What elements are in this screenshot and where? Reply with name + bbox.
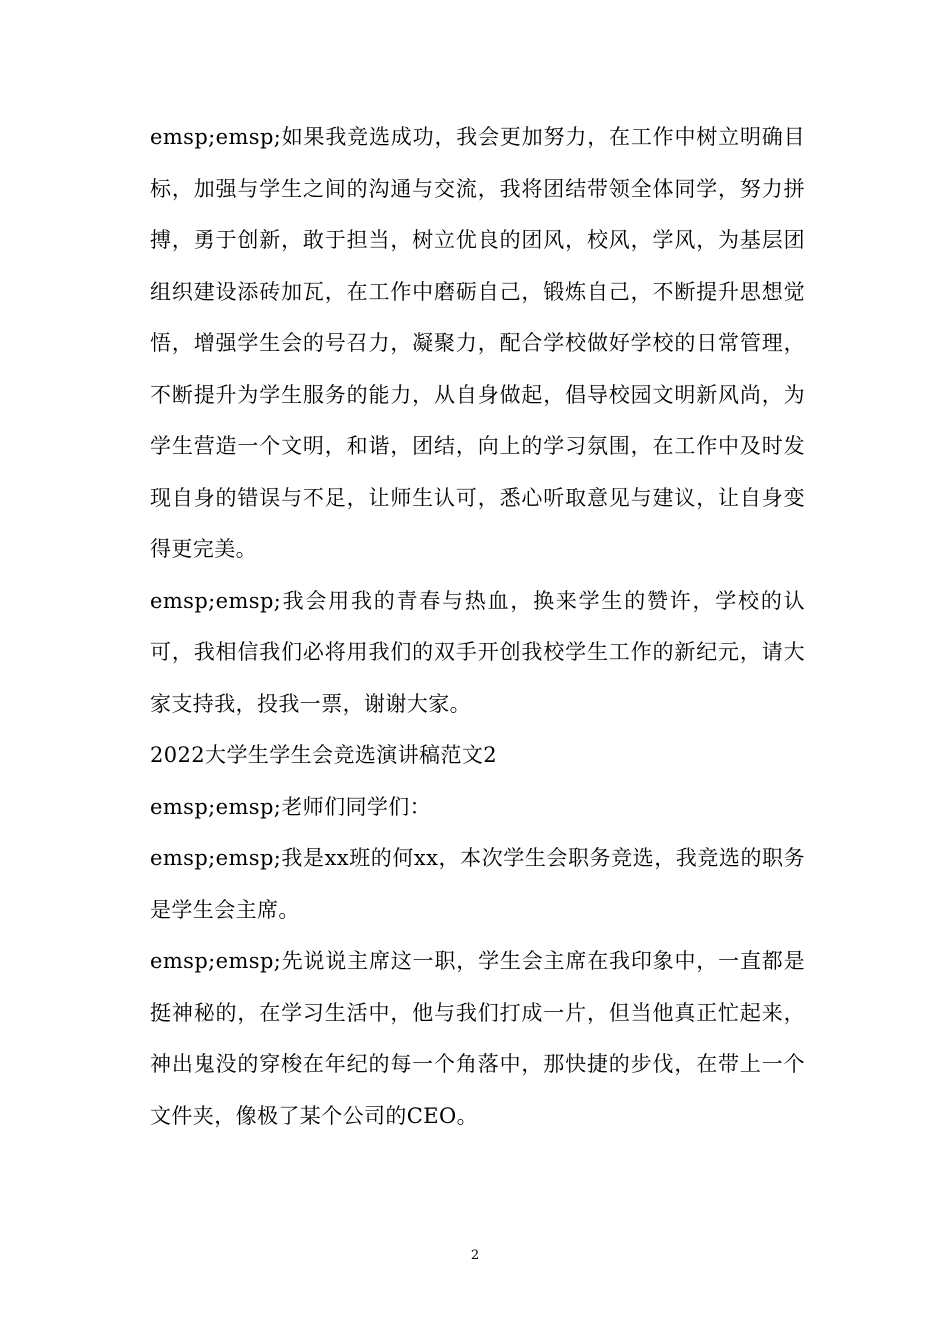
- paragraph-introduction: emsp;emsp;我是xx班的何xx，本次学生会职务竞选，我竞选的职务是学生会主席。: [150, 846, 805, 922]
- section-heading: 2022大学生学生会竞选演讲稿范文2: [150, 743, 498, 767]
- page-number: 2: [470, 1248, 480, 1263]
- paragraph-campaign-promise: emsp;emsp;如果我竞选成功，我会更加努力，在工作中树立明确目标，加强与学生之间的沟通与交流，我将团结带领全体同学，努力拼搏，勇于创新，敢于担当，树立优良的团风，校风，学风，为基层团组织建设添砖加瓦，在工作中磨砺自己，锻炼自己，不断提升思想觉悟，增强学生会的号召力，凝聚力，配合学校做好学校的日常管理，不断提升为学生服务的能力，从自身做起，倡导校园文明新风尚，为学生营造一个文明，和谐，团结，向上的学习氛围，在工作中及时发现自身的错误与不足，让师生认可，悉心听取意见与建议，让自身变得更完美。: [150, 125, 805, 561]
- paragraph-closing-appeal: emsp;emsp;我会用我的青春与热血，换来学生的赞许，学校的认可，我相信我们必将用我们的双手开创我校学生工作的新纪元，请大家支持我，投我一票，谢谢大家。: [150, 588, 805, 716]
- paragraph-chairman-description: emsp;emsp;先说说主席这一职，学生会主席在我印象中，一直都是挺神秘的，在学习生活中，他与我们打成一片，但当他真正忙起来，神出鬼没的穿梭在年纪的每一个角落中，那快捷的步伐，在带上一个文件夹，像极了某个公司的CEO。: [150, 949, 805, 1128]
- paragraph-greeting: emsp;emsp;老师们同学们：: [150, 794, 432, 819]
- document-body: [150, 112, 805, 1142]
